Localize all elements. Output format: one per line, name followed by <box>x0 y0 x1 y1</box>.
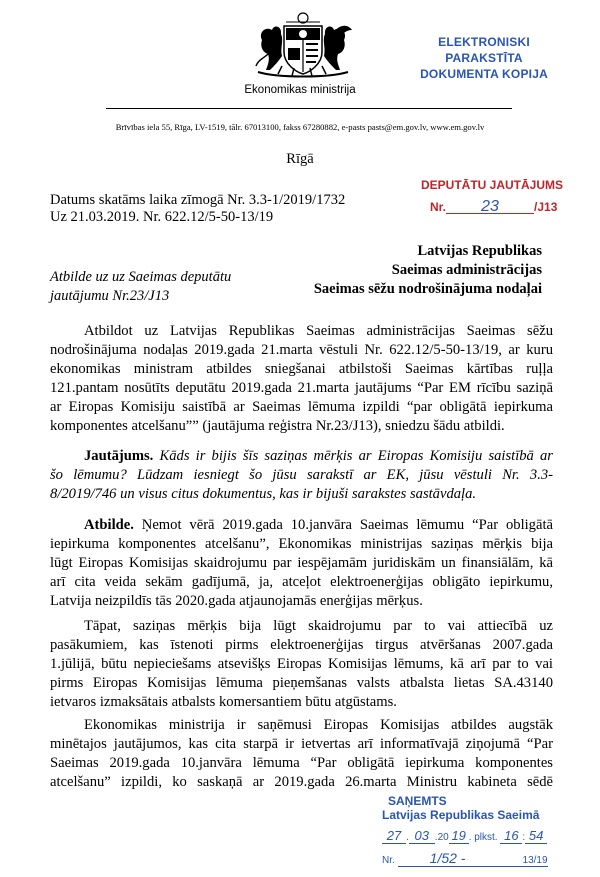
body-paragraph-1 <box>50 322 553 437</box>
received-stamp-org: Latvijas Republikas Saeimā <box>382 808 540 822</box>
question-text: Kāds ir bijis šīs saziņas mērķis ar Eiropas Komisiju saistībā ar <box>153 448 553 464</box>
p4-line: pirms Eiropas Komisijas lēmuma pieņemšanas valsts atbalsta lietas SA.43140 <box>50 675 553 692</box>
received-time-hour: 16 <box>500 828 522 844</box>
p2-line: 8/2019/746 un visus citus dokumentus, kas ir bijuši sarakstes sastāvdaļa. <box>50 486 477 503</box>
electronic-signature-stamp <box>399 34 569 82</box>
question-stamp-title: DEPUTĀTU JAUTĀJUMS <box>420 178 563 192</box>
received-time-label: plkst. <box>474 832 498 843</box>
question-stamp-nr-label: Nr. <box>430 200 447 214</box>
recipient-block <box>314 242 542 299</box>
received-nr-suffix: 13/19 <box>498 855 548 867</box>
p4-line: pasākumiem, kas īstenoti pirms elektroenerģijas tirgus atvēršanas 2007.gada <box>50 637 553 654</box>
coat-of-arms-emblem <box>248 10 358 80</box>
p1-line: ekonomikas ministram atbildes sniegšanai atbilstoši Saeimas kārtības ruļļa <box>50 361 553 378</box>
city: Rīgā <box>286 151 314 167</box>
p3-line: Latvija neizpildīs tās 2020.gada atjaunojamās enerģijas mērķus. <box>50 593 423 610</box>
header-divider <box>106 108 512 109</box>
received-date-month: 03 <box>409 828 435 844</box>
received-nr-value: 1/52 - <box>398 850 498 867</box>
p3-line: iepirkuma komponentes atcelšanu”, Ekonomikas ministrijas saziņas mērķis bija <box>50 536 553 553</box>
body-paragraph-5 <box>50 716 553 792</box>
deputies-question-stamp <box>412 178 572 214</box>
p5-line: atcelšanu” izpildi, ko saskaņā ar 2019.gada 26.marta Ministru kabineta sēdē <box>50 774 553 791</box>
received-time-min: 54 <box>525 828 547 844</box>
question-stamp-number-row <box>412 200 572 214</box>
p2-line: šo lēmumu? Lūdzam iesniegt šo jūsu sarakstī ar EK, jūsu vēstuli Nr. 3.3- <box>50 467 553 484</box>
recipient-line1: Latvijas Republikas <box>417 243 542 259</box>
p1-line: 121.pantam nosūtīts deputātu 2019.gada 21.marta jautājums “Par EM rīcību saziņā <box>50 380 553 397</box>
dateline-reference: Uz 21.03.2019. Nr. 622.12/5-50-13/19 <box>50 209 274 225</box>
received-nr-label: Nr. <box>382 855 395 866</box>
ministry-name: Ekonomikas ministrija <box>244 84 356 96</box>
p4-line: Tāpat, saziņas mērķis bija lūgt skaidrojumu par to vai attiecībā uz <box>84 618 553 634</box>
p4-line: 1.jūlijā, būtu nepieciešams atsevišķs Eiropas Komisijas lēmums, kā arī par to vai <box>50 656 553 673</box>
p1-line: nodrošinājuma nodaļas 2019.gada 21.marta vēstuli Nr. 622.12/5-50-13/19, ar kuru <box>50 342 553 359</box>
signature-stamp-line2: DOKUMENTA KOPIJA <box>420 67 548 81</box>
dateline <box>50 192 345 226</box>
p5-line: Saeimas 2019.gada 10.janvāra lēmuma “Par obligātā iepirkuma komponentes <box>50 755 553 772</box>
dateline-registration: Datums skatāms laika zīmogā Nr. 3.3-1/2019/1732 <box>50 192 346 208</box>
question-label: Jautājums. <box>84 448 154 464</box>
body-paragraph-question <box>50 447 553 504</box>
received-stamp-nr-row <box>382 850 587 867</box>
p3-line: arī cita veida sekām gadījumā, ja, atceļot elektroenerģijas obligāto iepirkumu, <box>50 574 553 591</box>
p2-line <box>50 447 553 466</box>
p4-line: ietvaros izmaksātais atbalsts komersantiem būtu atgūstams. <box>50 694 397 711</box>
p1-line: komponentes atcelšanu”” (jautājuma reģistra Nr.23/J13), sniedzu šādu atbildi. <box>50 418 505 435</box>
subject-line2: jautājumu Nr.23/J13 <box>50 288 170 304</box>
received-stamp <box>382 795 587 867</box>
received-date-year: 19 <box>449 828 469 844</box>
subject-block <box>50 268 231 306</box>
received-date-year-prefix: 20 <box>437 832 449 843</box>
body-paragraph-answer <box>50 516 553 611</box>
received-stamp-title: SAŅEMTS <box>388 794 447 808</box>
p3-line <box>50 516 553 535</box>
p5-line: Ekonomikas ministrija ir saņēmusi Eiropas Komisijas atbildes augstāk <box>84 717 553 733</box>
recipient-line3: Saeimas sēžu nodrošinājuma nodaļai <box>313 281 542 297</box>
signature-stamp-line1: ELEKTRONISKI PARAKSTĪTA <box>438 35 530 65</box>
body-paragraph-4 <box>50 617 553 712</box>
question-stamp-suffix: /J13 <box>534 200 558 214</box>
p5-line: minētajos jautājumos, kas cita starpā ir ietvertas arī informatīvajā ziņojumā “Par <box>50 736 553 753</box>
answer-label: Atbilde. <box>84 517 134 533</box>
p3-line: lūgt Eiropas Komisijas skaidrojumu par iespējamām juridiskām un finansiālām, kā <box>50 555 553 572</box>
p1-line: ar Eiropas Komisiju saistībā ar Saeimas lēmuma izpildi “par obligātā iepirkuma <box>50 399 553 416</box>
received-date-day: 27 <box>382 828 406 844</box>
recipient-line2: Saeimas administrācijas <box>391 262 542 278</box>
subject-line1: Atbilde uz uz Saeimas deputātu <box>50 269 232 285</box>
answer-text: Ņemot vērā 2019.gada 10.janvāra Saeimas lēmumu “Par obligātā <box>133 517 553 533</box>
p1-line: Atbildot uz Latvijas Republikas Saeimas administrācijas Saeimas sēžu <box>84 323 553 339</box>
question-stamp-number: 23 <box>446 201 534 214</box>
received-stamp-date-row: 27 . 03 .20 19 . plkst. 16 : 54 <box>382 828 587 844</box>
ministry-address: Brīvības iela 55, Rīga, LV-1519, tālr. 67013100, fakss 67280882, e-pasts pasts@em.gov.lv, www.em.gov.lv <box>115 122 485 132</box>
